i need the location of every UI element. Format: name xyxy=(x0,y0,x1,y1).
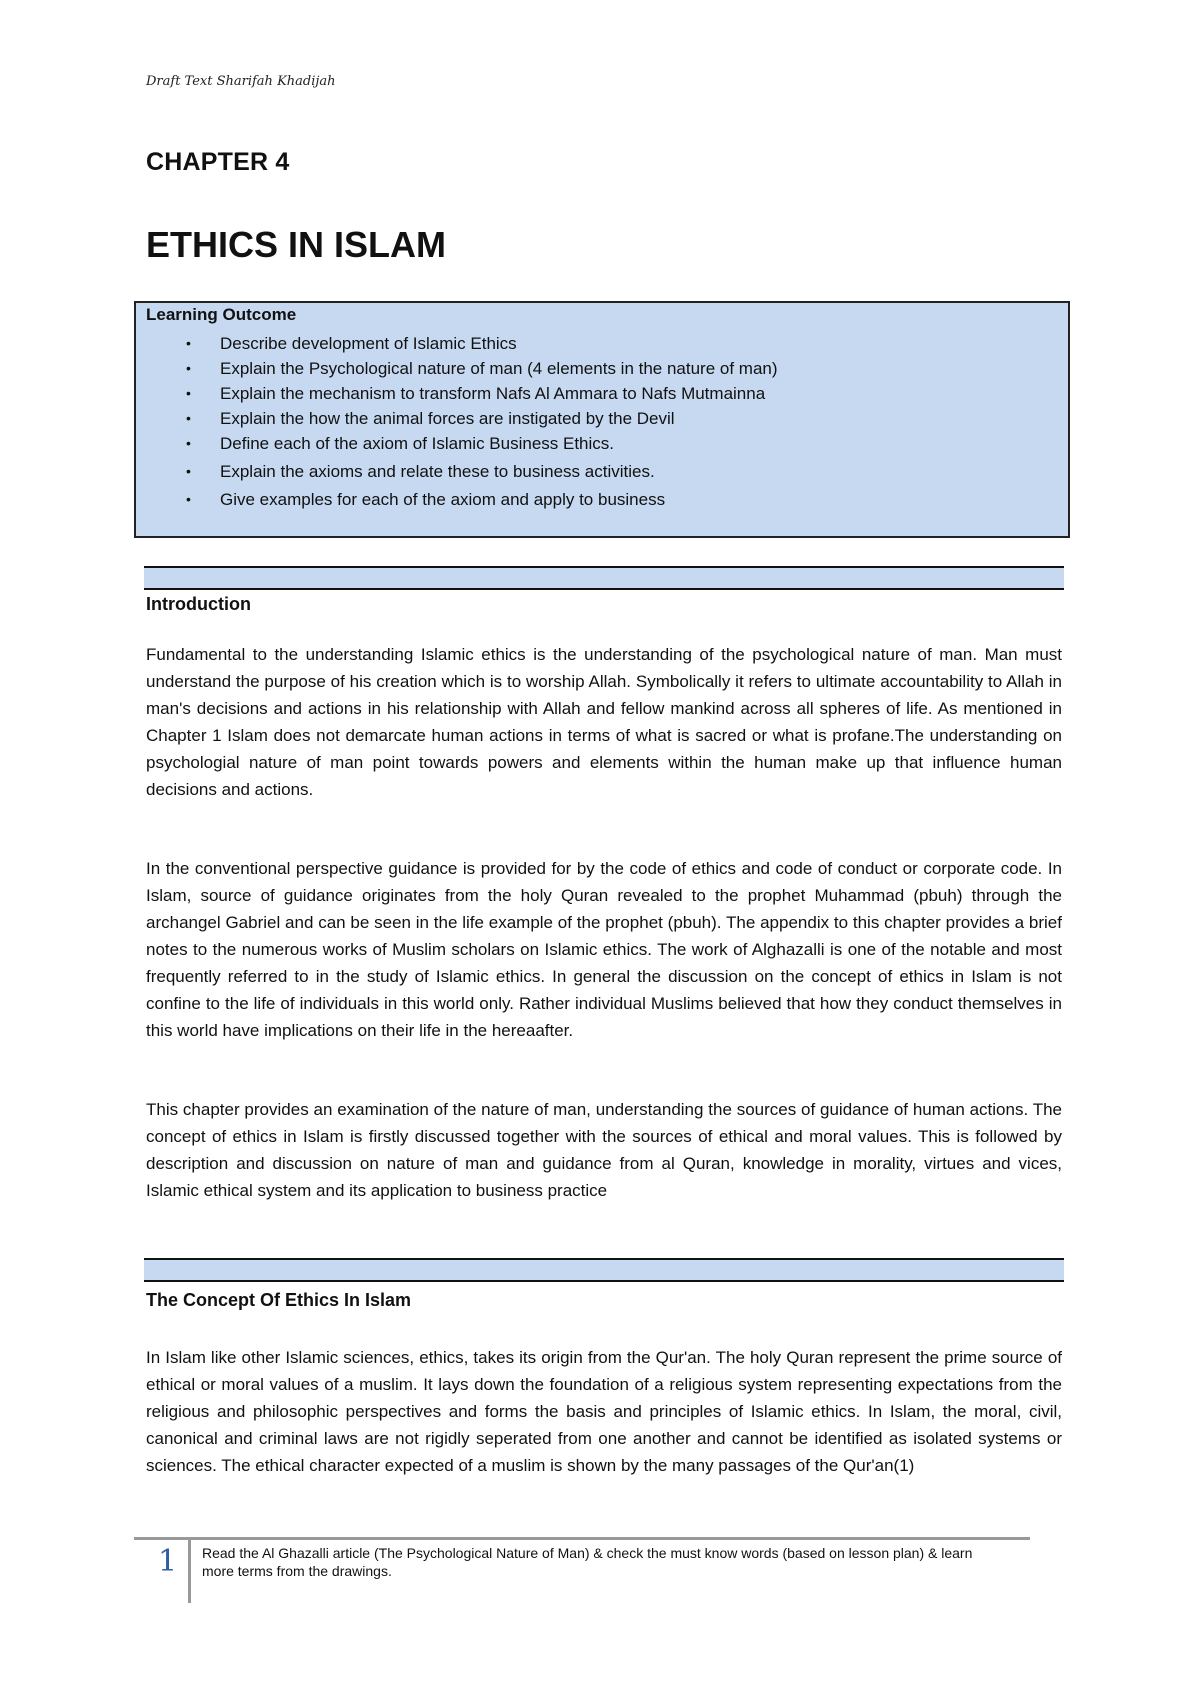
section-divider-bar xyxy=(144,1258,1064,1282)
paragraph: In the conventional perspective guidance is provided for by the code of ethics and code of conduct or corporate code. In Islam, source of guidance originates from the holy Quran revealed to the prophet Muhammad (pbuh) through the archangel Gabriel and can be seen in the life example of the prophet (pbuh). The appendix to this chapter provides a brief notes to the numerous works of Muslim scholars on Islamic ethics. The work of Alghazalli is one of the notable and most frequently referred to in the study of Islamic ethics. In general the discussion on the concept of ethics in Islam is not confine to the life of individuals in this world only. Rather individual Muslims believed that how they conduct themselves in this world have implications on their life in the hereaafter. xyxy=(146,859,1062,1040)
section-heading-concept: The Concept Of Ethics In Islam xyxy=(146,1290,412,1310)
learning-outcome-text: Explain the how the animal forces are instigated by the Devil xyxy=(220,409,675,428)
paragraph: Fundamental to the understanding Islamic ethics is the understanding of the psychological nature of man. Man must understand the purpose of his creation which is to worship Allah. Symbolically it refers to ultimate accountability to Allah in man's decisions and actions in his relationship with Allah and fellow mankind across all spheres of life. As mentioned in Chapter 1 Islam does not demarcate human actions in terms of what is sacred or what is profane.The understanding on psychologial nature of man point towards powers and elements within the human make up that influence human decisions and actions. xyxy=(146,645,1062,799)
learning-outcome-box xyxy=(134,301,1070,538)
learning-outcome-text: Give examples for each of the axiom and apply to business xyxy=(220,490,666,509)
bullet-icon: • xyxy=(186,491,191,507)
footer-rule xyxy=(134,1537,1030,1540)
page-title: ETHICS IN ISLAM xyxy=(146,224,447,265)
section-heading-introduction: Introduction xyxy=(146,594,251,614)
footer-note: Read the Al Ghazalli article (The Psychological Nature of Man) & check the must know words (based on lesson plan) & learn more terms from the drawings. xyxy=(202,1545,973,1579)
chapter-label: CHAPTER 4 xyxy=(146,148,290,176)
learning-outcome-text: Describe development of Islamic Ethics xyxy=(220,334,517,353)
bullet-icon: • xyxy=(186,335,191,351)
learning-outcome-item xyxy=(146,431,1058,456)
footer-divider xyxy=(188,1537,191,1603)
learning-outcome-item xyxy=(146,487,1058,512)
learning-outcome-text: Explain the axioms and relate these to business activities. xyxy=(220,462,655,481)
learning-outcome-item xyxy=(146,356,1058,381)
header-note: Draft Text Sharifah Khadijah xyxy=(146,74,336,89)
paragraph: In Islam like other Islamic sciences, ethics, takes its origin from the Qur'an. The holy Quran represent the prime source of ethical or moral values of a muslim. It lays down the foundation of a religious system representing expectations from the religious and philosophic perspectives and forms the basis and principles of Islamic ethics. In Islam, the moral, civil, canonical and criminal laws are not rigidly seperated from one another and cannot be identified as isolated systems or sciences. The ethical character expected of a muslim is shown by the many passages of the Qur'an(1) xyxy=(146,1348,1062,1475)
bullet-icon: • xyxy=(186,385,191,401)
learning-outcome-item xyxy=(146,459,1058,484)
learning-outcome-heading: Learning Outcome xyxy=(146,305,297,324)
learning-outcome-item xyxy=(146,406,1058,431)
learning-outcome-text: Explain the mechanism to transform Nafs Al Ammara to Nafs Mutmainna xyxy=(220,384,766,403)
paragraph: This chapter provides an examination of the nature of man, understanding the sources of guidance of human actions. The concept of ethics in Islam is firstly discussed together with the sources of ethical and moral values. This is followed by description and discussion on nature of man and guidance from al Quran, knowledge in morality, virtues and vices, Islamic ethical system and its application to business practice xyxy=(146,1100,1062,1200)
bullet-icon: • xyxy=(186,360,191,376)
learning-outcome-text: Explain the Psychological nature of man (4 elements in the nature of man) xyxy=(220,359,778,378)
bullet-icon: • xyxy=(186,463,191,479)
learning-outcome-item xyxy=(146,331,1058,356)
learning-outcome-item xyxy=(146,381,1058,406)
section-divider-bar xyxy=(144,566,1064,590)
learning-outcome-text: Define each of the axiom of Islamic Business Ethics. xyxy=(220,434,615,453)
learning-outcome-list xyxy=(146,331,1058,512)
page-number: 1 xyxy=(158,1544,178,1579)
bullet-icon: • xyxy=(186,410,191,426)
bullet-icon: • xyxy=(186,435,191,451)
